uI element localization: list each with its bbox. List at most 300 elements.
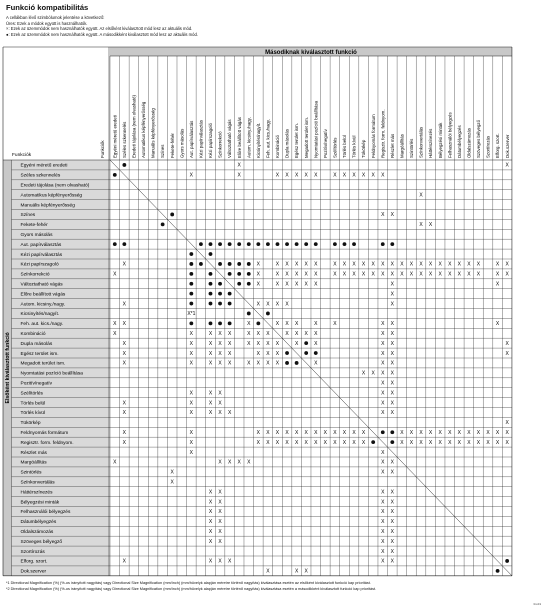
cell-symbol: X (275, 261, 280, 268)
cell-symbol: X (352, 429, 356, 436)
cell-symbol: X (390, 400, 394, 407)
cell-symbol: X (467, 271, 471, 278)
cell-symbol: X (400, 439, 404, 446)
cell-symbol: X (342, 439, 347, 446)
cell-symbol: X (419, 439, 423, 446)
cell-symbol: X (218, 509, 222, 516)
cell-dot (209, 282, 213, 286)
cell-symbol: X (390, 330, 394, 337)
cell-dot (113, 242, 117, 246)
cell-symbol: X (467, 429, 471, 436)
cell-symbol: X (218, 360, 222, 367)
cell-symbol: X (275, 360, 280, 367)
cell-symbol: X (256, 350, 261, 357)
cell-symbol: X (342, 429, 347, 436)
cell-dot (247, 312, 251, 316)
row-label: Autom. kicsiny./nagy. (20, 302, 66, 308)
row-label: Fekete-fehér (20, 223, 48, 229)
cell-symbol: X (189, 350, 194, 357)
cell-symbol: X (275, 301, 280, 308)
row-label: Széles szkennelés (20, 173, 61, 179)
cell-symbol: X (390, 528, 394, 535)
cell-symbol: X (381, 330, 385, 337)
cell-dot (304, 351, 308, 355)
cell-symbol: X (218, 330, 222, 337)
row-label: Színkonvertálás (20, 480, 55, 486)
cell-symbol: X (275, 350, 280, 357)
cell-symbol: X (304, 281, 308, 288)
legend-cross: ×: Ezek az üzemmódok nem használhatók együtt. Az elsőként kiválasztott mód lesz az aktuális mód. (6, 26, 193, 32)
cell-symbol: X (467, 439, 471, 446)
column-header: Gyors másolás (179, 128, 185, 158)
row-label: Aut. papírválasztás (20, 242, 62, 248)
cell-symbol: X (237, 172, 241, 179)
corner-label-col: Funkciók (100, 140, 105, 158)
row-label: Pozitív/negatív (20, 381, 52, 387)
row-label: Kicsinyítés/nagyít. (20, 312, 60, 318)
cell-symbol: X (314, 439, 318, 446)
cell-symbol: X (390, 469, 394, 476)
cell-symbol: X (381, 519, 385, 526)
cell-symbol: X (390, 212, 394, 219)
cell-dot (304, 341, 308, 345)
cell-symbol: X (314, 340, 318, 347)
cell-symbol: X (428, 429, 433, 436)
legend-dot: ●: Ezek az üzemmódok nem használhatók együtt. A másodikként kiválasztott mód lesz az aktuális mód. (6, 32, 198, 38)
cell-symbol: X (381, 538, 385, 545)
cell-dot (122, 163, 126, 167)
cell-dot (218, 282, 222, 286)
cell-symbol: X (266, 568, 270, 575)
cell-dot (209, 272, 213, 276)
row-label: Egész terület ism. (20, 351, 59, 357)
cell-symbol: X (247, 321, 251, 328)
cell-symbol: X (122, 261, 127, 268)
cell-symbol: X (381, 469, 385, 476)
cell-dot (256, 321, 260, 325)
cell-dot (228, 242, 232, 246)
cell-symbol: X (390, 459, 394, 466)
column-header: Nyomtatási pozíció beállítása (313, 100, 319, 158)
cell-symbol: X (189, 400, 194, 407)
cell-symbol: X (381, 340, 385, 347)
row-label: Kézi papírválasztás (20, 252, 63, 258)
cell-symbol: X (457, 271, 461, 278)
cell-symbol: X (294, 281, 299, 288)
column-header: Megadott terület ism. (303, 117, 309, 158)
cell-dot (247, 262, 251, 266)
cell-symbol: X (361, 261, 366, 268)
cell-symbol: X (275, 281, 280, 288)
cell-dot (228, 321, 232, 325)
row-label: Nyomtatási pozíció beállítása (20, 371, 83, 377)
cell-symbol: X (495, 429, 500, 436)
row-label: Törlés kívül (20, 411, 46, 417)
cell-dot (161, 222, 165, 226)
cell-symbol: X (189, 390, 194, 397)
cell-dot (390, 440, 394, 444)
cell-symbol: X (256, 360, 261, 367)
cell-symbol: X (218, 538, 222, 545)
cell-dot (266, 312, 270, 316)
cell-dot (237, 242, 241, 246)
column-header: Oldalszámozás (466, 127, 472, 158)
cell-symbol: X (361, 172, 366, 179)
cell-symbol: X (218, 459, 222, 466)
cell-symbol: X (113, 459, 117, 466)
cell-symbol: X (304, 271, 308, 278)
column-header: Tükörkép (361, 139, 367, 158)
cell-dot (381, 430, 385, 434)
column-header: Kézi papírválasztás (198, 119, 204, 158)
cell-symbol: X (390, 558, 394, 565)
row-label: Színes (20, 213, 36, 219)
cell-symbol: X (342, 271, 347, 278)
column-header: Kombináció (275, 135, 281, 158)
row-label: Kézi papírszagoló (20, 262, 59, 268)
cell-symbol: X (189, 429, 194, 436)
cell-symbol: X (208, 340, 213, 347)
cell-symbol: X (495, 271, 500, 278)
cell-symbol: X (381, 509, 385, 516)
cell-dot (343, 242, 347, 246)
cell-symbol: X (505, 439, 509, 446)
row-label: Háttérszínezés (20, 490, 53, 496)
cell-symbol: X (208, 509, 213, 516)
cell-symbol: X (304, 172, 308, 179)
cell-symbol: X (227, 340, 232, 347)
cell-dot (333, 242, 337, 246)
cell-symbol: X (390, 538, 394, 545)
cell-dot (189, 252, 193, 256)
cell-symbol: X (208, 390, 213, 397)
cell-symbol: X (208, 410, 213, 417)
cell-dot (189, 262, 193, 266)
cell-symbol: X (113, 271, 117, 278)
row-label: Kombináció (20, 332, 46, 338)
cell-symbol: X (113, 321, 117, 328)
cell-symbol: X (505, 429, 509, 436)
cell-symbol: X (352, 172, 356, 179)
cell-symbol: X (218, 350, 222, 357)
cell-dot (237, 282, 241, 286)
column-header: Manuális képfényerősség (150, 108, 156, 158)
cell-dot (209, 321, 213, 325)
cell-symbol: X (247, 330, 251, 337)
cell-symbol: X (361, 370, 366, 377)
cell-symbol: X (409, 439, 414, 446)
cell-symbol: X (448, 271, 452, 278)
row-label: Margóállítás (20, 460, 47, 466)
cell-symbol: X (381, 360, 385, 367)
cell-dot (285, 242, 289, 246)
row-label: Automatikus képfényerősség (20, 193, 83, 199)
cell-dot (314, 351, 318, 355)
row-label: Megadott terület ism. (20, 361, 66, 367)
cell-symbol: X (208, 350, 213, 357)
cell-symbol: X (381, 390, 385, 397)
cell-symbol: X (266, 350, 270, 357)
cell-symbol: X (218, 340, 222, 347)
cell-symbol: X (218, 489, 222, 496)
column-header: Eredeti tájolása (nem olvasható) (131, 95, 137, 158)
cell-symbol: X (457, 439, 461, 446)
cell-symbol: X (237, 162, 241, 169)
cell-symbol: X (256, 330, 261, 337)
column-header: Dupla másolás (284, 128, 290, 158)
cell-symbol: X (438, 271, 442, 278)
row-label: Törlés belül (20, 401, 46, 407)
column-header: Egyéni méretű eredeti (112, 115, 118, 158)
cell-symbol: X (304, 261, 308, 268)
cell-dot (247, 242, 251, 246)
column-header: Regisztr. form. feldnyom. (380, 109, 386, 158)
column-header: Részlet más (389, 133, 395, 158)
cell-symbol: X (476, 261, 481, 268)
cell-symbol: X (381, 261, 385, 268)
cell-symbol: X (390, 360, 394, 367)
cell-dot (276, 242, 280, 246)
cell-dot (209, 302, 213, 306)
cell-dot (237, 262, 241, 266)
column-header: Színkorrekció (217, 131, 223, 158)
cell-symbol: X (448, 261, 452, 268)
cell-symbol: X (285, 301, 289, 308)
cell-symbol: X (227, 558, 232, 565)
cell-symbol: X (294, 271, 299, 278)
cell-symbol: X (189, 340, 194, 347)
cell-symbol: X (294, 261, 299, 268)
cell-symbol: X (227, 330, 232, 337)
cell-dot (228, 272, 232, 276)
cell-symbol: X (333, 172, 337, 179)
row-label: Szélítörlés (20, 391, 43, 397)
cell-symbol: X (381, 271, 385, 278)
cell-symbol: X (381, 321, 385, 328)
cell-symbol: X (428, 439, 433, 446)
cell-symbol: X (266, 301, 270, 308)
cell-dot (228, 302, 232, 306)
row-label: Szintörlés (20, 470, 42, 476)
row-label: Elforg. szort. (20, 559, 48, 565)
page-code: lin-01 (533, 602, 541, 606)
cell-symbol: X (390, 301, 394, 308)
cell-symbol: X (438, 261, 442, 268)
cell-symbol: X (285, 271, 289, 278)
cell-symbol: X (495, 281, 500, 288)
footnote-1: *1 Directional Magnification (%) (%-os irányított nagyítás) vagy Directional Size Magnification (mm/inch) (mm/hüvelyk alapján méretre történő nagyítás) kiválasztása esetén az elsőként kiválasztott funkció kap prioritást. (6, 581, 371, 585)
cell-symbol: X (256, 301, 261, 308)
cell-dot (390, 430, 394, 434)
column-header: Dátumbélyegzés (456, 125, 462, 158)
cell-symbol: X (285, 281, 289, 288)
cell-symbol: X (314, 281, 318, 288)
cell-symbol: X (390, 281, 394, 288)
cell-symbol: X (294, 439, 299, 446)
cell-symbol: X (266, 429, 270, 436)
cell-symbol: X (314, 429, 318, 436)
cell-symbol: X (122, 439, 127, 446)
cell-symbol: X (122, 558, 127, 565)
cell-symbol: X (381, 528, 385, 535)
cell-symbol: X (381, 449, 385, 456)
cell-symbol: X (122, 400, 127, 407)
cell-dot (496, 569, 500, 573)
cell-symbol: X (294, 172, 299, 179)
legend-intro: A cellákban lévő szimbólumok jelentése a következő: (6, 15, 105, 20)
cell-symbol: X (371, 370, 375, 377)
column-header: Színes (160, 144, 166, 158)
cell-symbol: X (390, 548, 394, 555)
cell-symbol: X (390, 499, 394, 506)
cell-dot (189, 321, 193, 325)
cell-symbol: X (390, 509, 394, 516)
cell-symbol: X (256, 271, 261, 278)
cell-symbol: X (314, 261, 318, 268)
cell-dot (247, 272, 251, 276)
row-label: Oldalszámozás (20, 530, 54, 536)
cell-symbol: X (285, 321, 289, 328)
cell-symbol: X (476, 271, 481, 278)
cell-symbol: X (294, 568, 299, 575)
column-header: Változtatható vágás (227, 119, 233, 158)
cell-symbol: X (227, 410, 232, 417)
cell-symbol: X (381, 400, 385, 407)
cell-symbol: X (208, 360, 213, 367)
cell-symbol: X (476, 439, 481, 446)
cell-symbol: X (409, 271, 414, 278)
cell-dot (209, 252, 213, 256)
cell-symbol: X (189, 410, 194, 417)
cell-symbol: X (294, 321, 299, 328)
cell-symbol: X (390, 350, 394, 357)
cell-symbol: X (227, 350, 232, 357)
cell-dot (237, 272, 241, 276)
cell-symbol: X (381, 489, 385, 496)
cell-symbol: X (419, 192, 423, 199)
cell-symbol: X (419, 429, 423, 436)
cell-symbol: X (189, 330, 194, 337)
cell-symbol: X (505, 420, 509, 427)
cell-symbol: X (218, 519, 222, 526)
cell-symbol: X (390, 410, 394, 417)
cell-symbol: X (275, 429, 280, 436)
column-header: Automatikus képfényerősség (141, 101, 147, 158)
cell-symbol: X (227, 360, 232, 367)
cell-symbol: X (361, 271, 366, 278)
cell-dot (199, 262, 203, 266)
cell-symbol: X (323, 429, 327, 436)
cell-symbol: X (361, 439, 366, 446)
cell-symbol: X (448, 439, 452, 446)
cell-dot (285, 361, 289, 365)
cell-dot (189, 282, 193, 286)
column-header: Törlés kívül (351, 135, 357, 158)
row-label: Tükörkép (20, 421, 41, 427)
cell-symbol: X (285, 261, 289, 268)
cell-symbol: X (333, 439, 337, 446)
cell-symbol: X (304, 568, 308, 575)
column-header: Pozitív/negatív (322, 129, 328, 158)
cell-dot (266, 242, 270, 246)
cell-symbol: X (371, 271, 375, 278)
cell-symbol: X (381, 459, 385, 466)
cell-symbol: X*1 (187, 311, 196, 318)
row-label: Eredeti tájolása (nem olvasható) (20, 183, 90, 189)
cell-dot (199, 242, 203, 246)
column-header: Szöveges bélyegző (476, 119, 482, 158)
cell-symbol: X (208, 489, 213, 496)
cell-symbol: X (381, 350, 385, 357)
corner-label-row: Funkciók (12, 153, 32, 158)
cell-symbol: X (122, 360, 127, 367)
cell-symbol: X (381, 370, 385, 377)
column-header: Szortírozás (485, 135, 491, 158)
cell-symbol: X (189, 449, 194, 456)
cell-symbol: X (390, 519, 394, 526)
cell-symbol: X (390, 291, 394, 298)
cell-dot (505, 559, 509, 563)
cell-symbol: X (208, 330, 213, 337)
cell-symbol: X (390, 489, 394, 496)
cell-symbol: X (285, 429, 289, 436)
cell-symbol: X (314, 271, 318, 278)
cell-symbol: X (371, 172, 375, 179)
cell-dot (209, 242, 213, 246)
cell-dot (113, 173, 117, 177)
cell-dot (228, 262, 232, 266)
cell-symbol: X (285, 439, 289, 446)
cell-symbol: X (428, 271, 433, 278)
cell-symbol: X (208, 400, 213, 407)
cell-symbol: X (170, 469, 174, 476)
column-header: Dok.szerver (504, 134, 510, 158)
cell-symbol: X (505, 271, 509, 278)
column-header: Szintörlés (409, 138, 415, 158)
cell-symbol: X (189, 172, 194, 179)
cell-symbol: X (361, 429, 366, 436)
cell-symbol: X (247, 459, 251, 466)
cell-symbol: X (208, 519, 213, 526)
column-header: Feldnyomás formátum (370, 114, 376, 158)
cell-symbol: X (381, 548, 385, 555)
cell-symbol: X (409, 261, 414, 268)
cell-dot (295, 361, 299, 365)
cell-symbol: X (342, 172, 347, 179)
column-header: Bélyegzési minták (437, 122, 443, 158)
cell-symbol: X (381, 172, 385, 179)
row-label: Szortírozás (20, 549, 45, 555)
legend-empty: Üres: Ezek a módok együtt is használhatók. (6, 20, 88, 26)
cell-symbol: X (247, 340, 251, 347)
cell-symbol: X (486, 429, 490, 436)
cell-symbol: X (333, 271, 337, 278)
cell-dot (122, 242, 126, 246)
row-label: Dok.szerver (20, 569, 47, 575)
cell-symbol: X (457, 429, 461, 436)
cell-symbol: X (122, 410, 127, 417)
column-header: Aut. papírválasztás (188, 120, 194, 158)
cell-symbol: X (314, 172, 318, 179)
cell-dot (189, 272, 193, 276)
row-label: Regisztr. form. feldnyom. (20, 440, 74, 446)
cell-symbol: X (438, 439, 442, 446)
row-label: Dátumbélyegzés (20, 520, 57, 526)
cell-dot (218, 302, 222, 306)
cell-symbol: X (256, 429, 261, 436)
cell-symbol: X (304, 429, 308, 436)
cell-dot (170, 213, 174, 217)
